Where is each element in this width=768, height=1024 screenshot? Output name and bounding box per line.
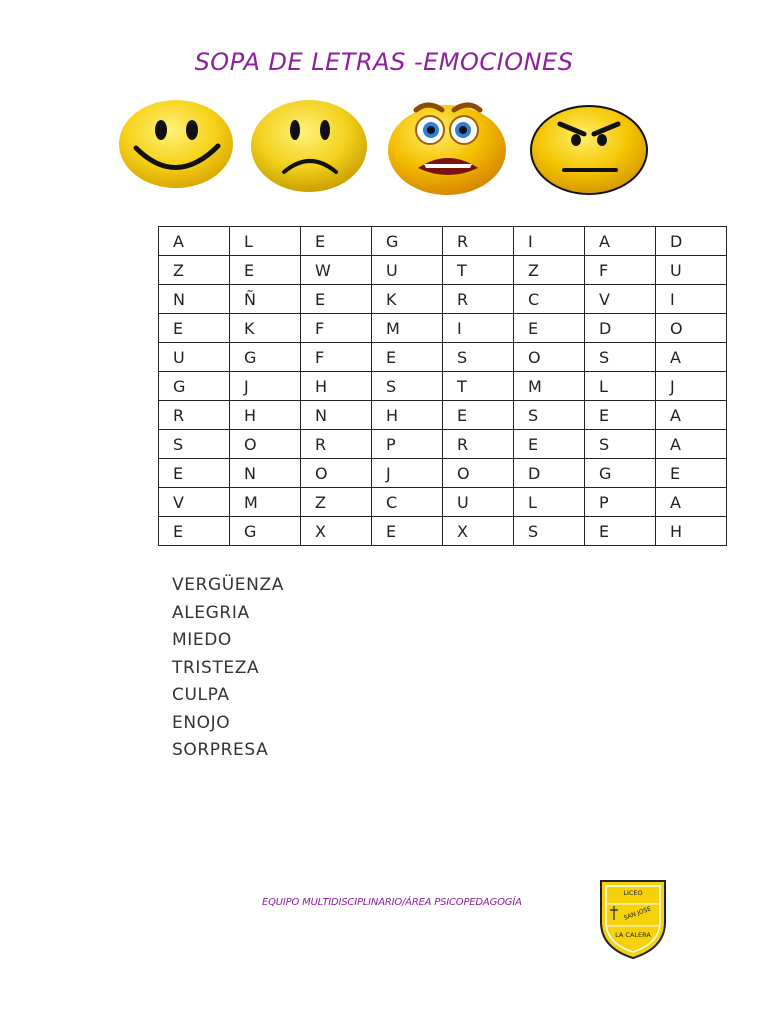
grid-cell: H xyxy=(230,401,301,430)
grid-cell: S xyxy=(585,430,656,459)
grid-cell: M xyxy=(514,372,585,401)
grid-cell: K xyxy=(372,285,443,314)
grid-cell: F xyxy=(301,343,372,372)
grid-cell: E xyxy=(159,459,230,488)
grid-cell: L xyxy=(585,372,656,401)
footer-credit: EQUIPO MULTIDISCIPLINARIO/ÁREA PSICOPEDAGOGÍA xyxy=(262,897,522,908)
grid-cell: Z xyxy=(514,256,585,285)
grid-cell: E xyxy=(514,314,585,343)
grid-cell: N xyxy=(301,401,372,430)
grid-cell: R xyxy=(443,430,514,459)
grid-cell: F xyxy=(301,314,372,343)
grid-cell: L xyxy=(514,488,585,517)
grid-row xyxy=(159,314,727,343)
grid-row xyxy=(159,459,727,488)
grid-cell: E xyxy=(159,517,230,546)
grid-cell: U xyxy=(372,256,443,285)
crest-line3: LA CALERA xyxy=(615,931,651,939)
grid-cell: I xyxy=(514,227,585,256)
grid-cell: V xyxy=(585,285,656,314)
grid-cell: V xyxy=(159,488,230,517)
grid-cell: J xyxy=(230,372,301,401)
grid-cell: T xyxy=(443,256,514,285)
grid-cell: E xyxy=(514,430,585,459)
grid-cell: M xyxy=(372,314,443,343)
grid-cell: G xyxy=(585,459,656,488)
grid-cell: H xyxy=(301,372,372,401)
grid-cell: C xyxy=(514,285,585,314)
word-list xyxy=(172,572,284,765)
grid-row xyxy=(159,256,727,285)
grid-cell: G xyxy=(159,372,230,401)
grid-cell: X xyxy=(443,517,514,546)
grid-cell: O xyxy=(443,459,514,488)
grid-cell: E xyxy=(585,401,656,430)
sad-face-icon xyxy=(250,98,368,194)
grid-cell: A xyxy=(656,343,727,372)
grid-cell: D xyxy=(585,314,656,343)
word-list-item: MIEDO xyxy=(172,630,232,650)
happy-face-icon xyxy=(118,98,234,190)
grid-cell: Z xyxy=(159,256,230,285)
grid-cell: S xyxy=(514,401,585,430)
grid-cell: S xyxy=(514,517,585,546)
grid-cell: O xyxy=(230,430,301,459)
grid-cell: O xyxy=(514,343,585,372)
word-search-grid xyxy=(158,226,727,546)
grid-row xyxy=(159,227,727,256)
crest-line1: LICEO xyxy=(623,889,643,897)
grid-cell: N xyxy=(230,459,301,488)
grid-cell: O xyxy=(301,459,372,488)
grid-cell: A xyxy=(656,401,727,430)
grid-cell: S xyxy=(372,372,443,401)
grid-row xyxy=(159,372,727,401)
grid-cell: U xyxy=(159,343,230,372)
grid-cell: D xyxy=(514,459,585,488)
grid-cell: A xyxy=(585,227,656,256)
grid-cell: S xyxy=(443,343,514,372)
grid-cell: E xyxy=(656,459,727,488)
grid-cell: A xyxy=(159,227,230,256)
crest-line2: SAN JOSE xyxy=(622,905,653,922)
grid-cell: E xyxy=(585,517,656,546)
grid-cell: I xyxy=(656,285,727,314)
word-list-item: CULPA xyxy=(172,685,230,705)
grid-cell: A xyxy=(656,430,727,459)
school-crest-logo xyxy=(598,878,668,960)
grid-cell: H xyxy=(656,517,727,546)
grid-cell: F xyxy=(585,256,656,285)
word-list-item: ALEGRIA xyxy=(172,602,250,623)
grid-cell: D xyxy=(656,227,727,256)
grid-row xyxy=(159,285,727,314)
grid-cell: R xyxy=(301,430,372,459)
grid-cell: G xyxy=(372,227,443,256)
grid-cell: J xyxy=(656,372,727,401)
grid-cell: H xyxy=(372,401,443,430)
grid-cell: P xyxy=(372,430,443,459)
grid-cell: E xyxy=(230,256,301,285)
grid-cell: J xyxy=(372,459,443,488)
grid-cell: O xyxy=(656,314,727,343)
grid-cell: S xyxy=(585,343,656,372)
scared-face-icon xyxy=(386,98,508,196)
grid-cell: R xyxy=(443,285,514,314)
grid-cell: G xyxy=(230,343,301,372)
word-list-item: VERGÜENZA xyxy=(172,575,284,595)
grid-cell: R xyxy=(443,227,514,256)
grid-cell: C xyxy=(372,488,443,517)
grid-cell: E xyxy=(443,401,514,430)
grid-cell: U xyxy=(443,488,514,517)
grid-cell: E xyxy=(301,227,372,256)
grid-cell: E xyxy=(301,285,372,314)
word-list-item: ENOJO xyxy=(172,712,231,733)
grid-cell: K xyxy=(230,314,301,343)
grid-cell: I xyxy=(443,314,514,343)
grid-cell: R xyxy=(159,401,230,430)
grid-row xyxy=(159,488,727,517)
grid-cell: T xyxy=(443,372,514,401)
grid-row xyxy=(159,517,727,546)
grid-cell: Z xyxy=(301,488,372,517)
grid-cell: E xyxy=(159,314,230,343)
grid-cell: S xyxy=(159,430,230,459)
grid-cell: U xyxy=(656,256,727,285)
grid-cell: X xyxy=(301,517,372,546)
grid-row xyxy=(159,430,727,459)
grid-cell: A xyxy=(656,488,727,517)
word-list-item: SORPRESA xyxy=(172,740,269,760)
grid-row xyxy=(159,401,727,430)
word-list-item: TRISTEZA xyxy=(172,657,260,678)
angry-face-icon xyxy=(528,98,650,196)
grid-cell: E xyxy=(372,517,443,546)
grid-cell: M xyxy=(230,488,301,517)
grid-cell: G xyxy=(230,517,301,546)
grid-cell: W xyxy=(301,256,372,285)
grid-cell: L xyxy=(230,227,301,256)
page-title: SOPA DE LETRAS -EMOCIONES xyxy=(194,48,574,76)
grid-row xyxy=(159,343,727,372)
grid-cell: E xyxy=(372,343,443,372)
grid-cell: P xyxy=(585,488,656,517)
grid-cell: N xyxy=(159,285,230,314)
grid-cell: Ñ xyxy=(230,285,301,314)
emotion-faces xyxy=(0,98,768,198)
